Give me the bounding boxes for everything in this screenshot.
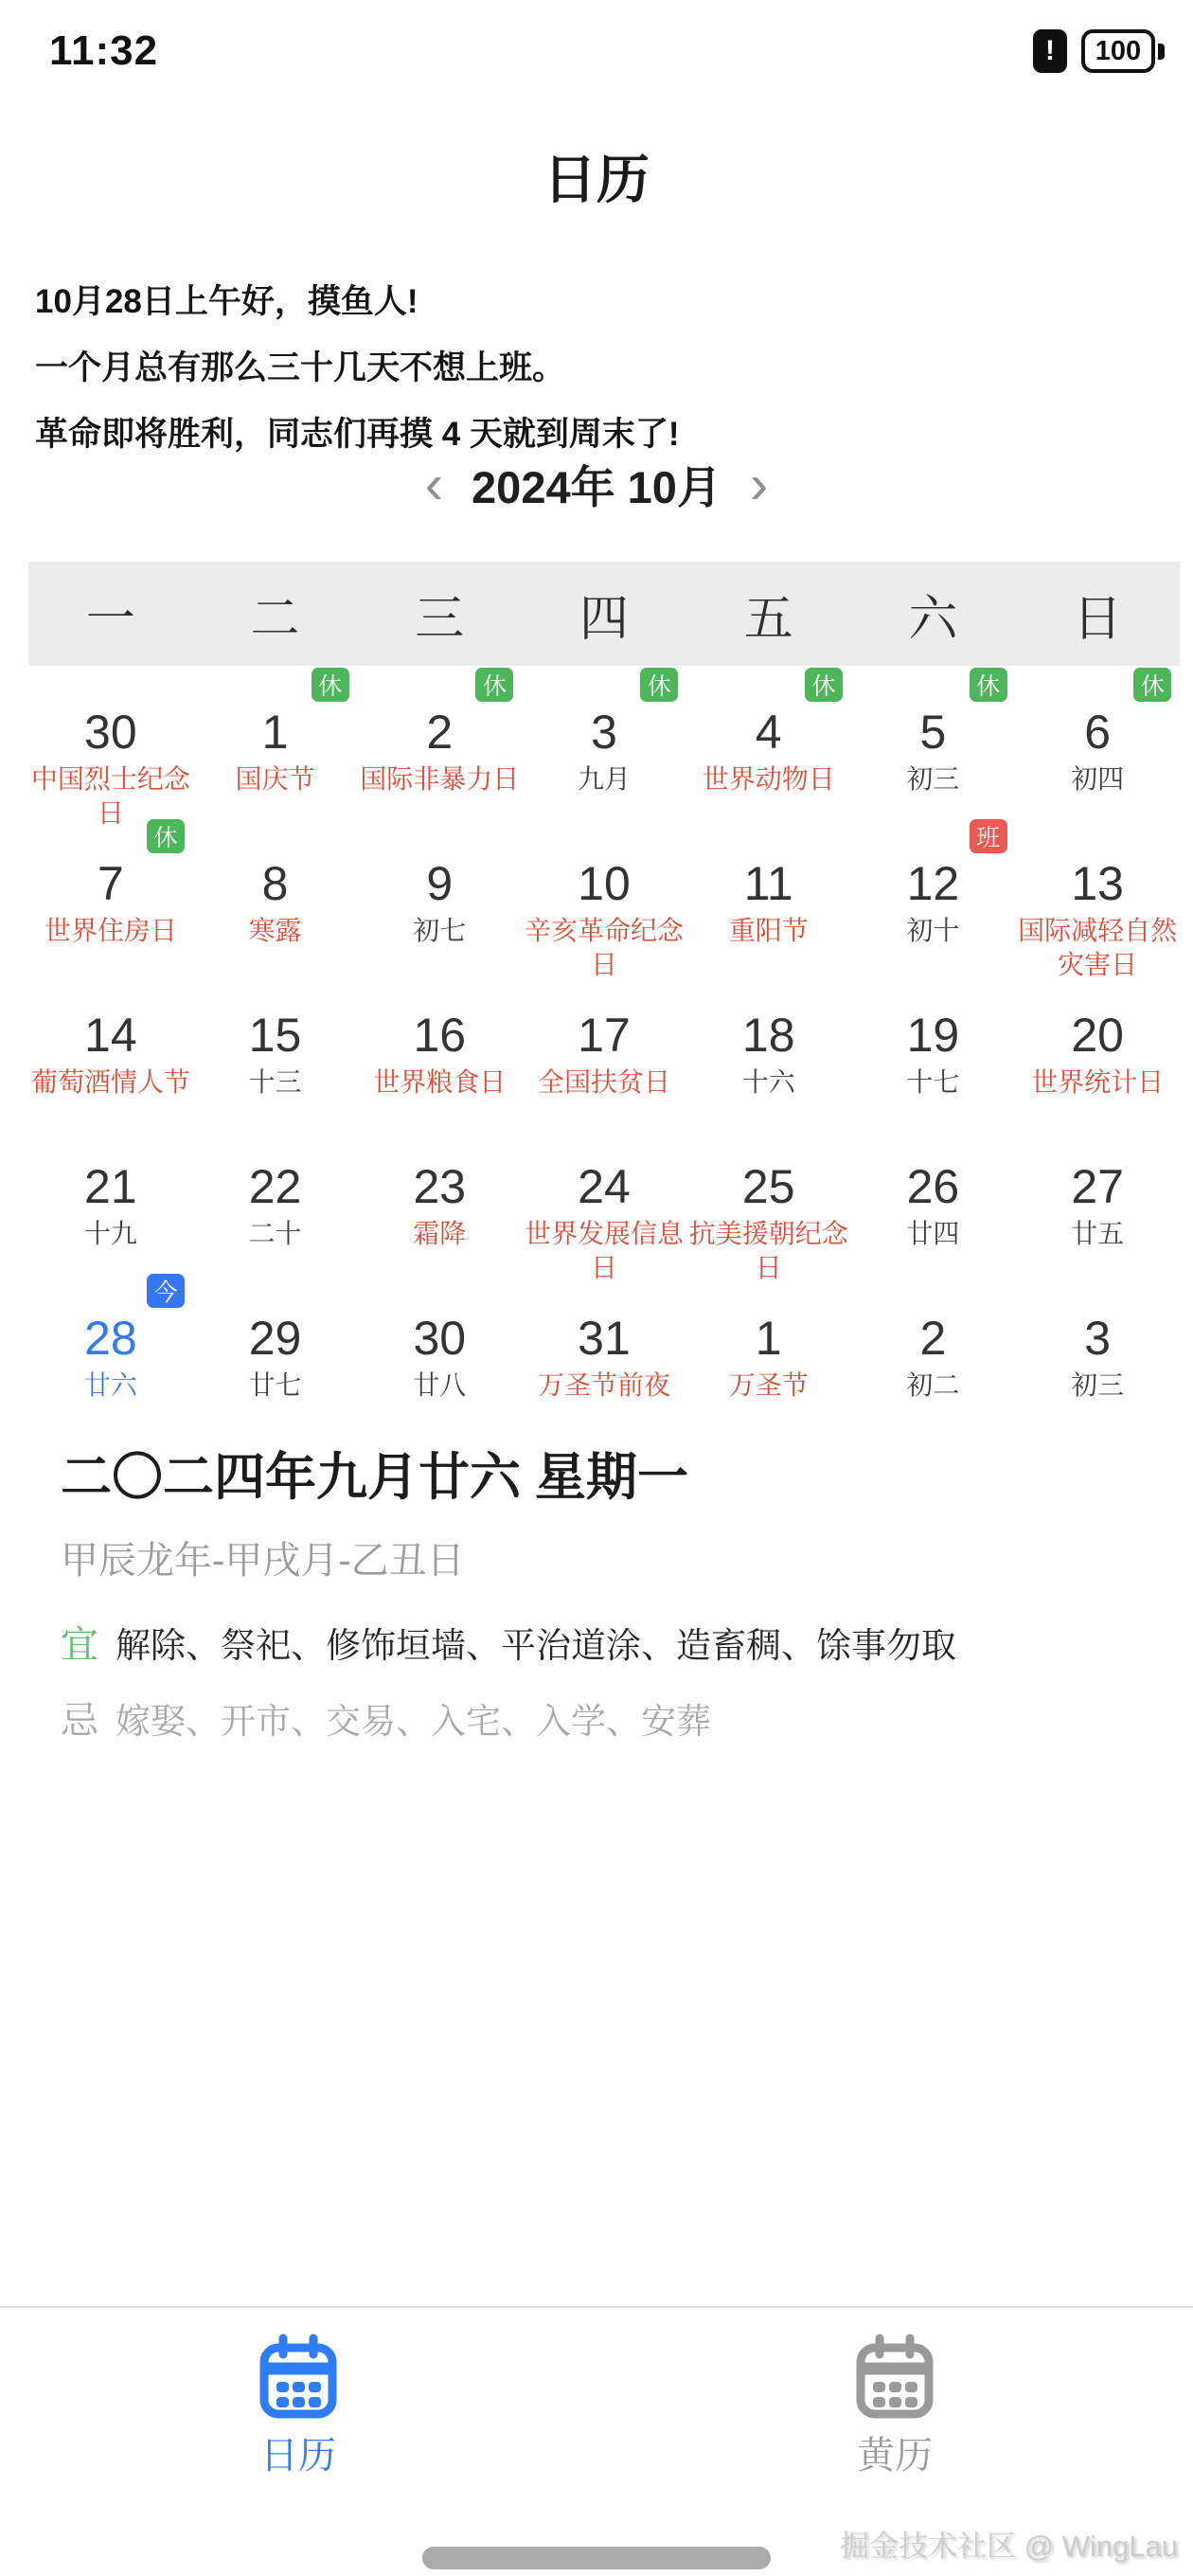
weekday-label: 日 xyxy=(1073,591,1123,647)
yi-text: 解除、祭祀、修饰垣墙、平治道涂、造畜稠、馀事勿取 xyxy=(116,1626,956,1665)
day-number: 14 xyxy=(84,1009,137,1062)
day-number: 9 xyxy=(426,857,454,910)
day-cell[interactable] xyxy=(686,824,851,975)
day-cell[interactable] xyxy=(522,1279,686,1430)
day-number: 25 xyxy=(741,1160,795,1213)
day-subtext: 世界粮食日 xyxy=(373,1067,507,1097)
tab-calendar[interactable] xyxy=(0,2308,596,2576)
day-subtext: 廿四 xyxy=(906,1219,960,1248)
day-number: 20 xyxy=(1071,1009,1124,1062)
day-number: 24 xyxy=(578,1160,631,1213)
day-cell[interactable] xyxy=(28,1279,193,1430)
calendar-icon xyxy=(251,2329,346,2424)
month-nav xyxy=(0,453,1193,516)
day-cell[interactable] xyxy=(1015,1279,1180,1430)
day-badge: 休 xyxy=(970,668,1007,702)
day-subtext: 世界住房日 xyxy=(44,916,177,945)
day-cell[interactable] xyxy=(193,1279,358,1430)
day-number: 23 xyxy=(413,1160,467,1213)
day-subtext: 二十 xyxy=(248,1219,302,1248)
day-cell[interactable] xyxy=(851,1127,1016,1279)
day-subtext: 廿六 xyxy=(83,1370,137,1400)
day-number: 2 xyxy=(426,706,454,759)
day-badge: 休 xyxy=(805,668,843,702)
day-badge: 休 xyxy=(640,668,678,702)
day-number: 30 xyxy=(413,1312,467,1365)
day-subtext: 廿七 xyxy=(248,1370,302,1400)
greeting-block xyxy=(35,269,1166,468)
day-subtext: 世界统计日 xyxy=(1031,1067,1165,1097)
greeting-line: 一个月总有那么三十几天不想上班。 xyxy=(35,349,566,386)
calendar-grid xyxy=(28,672,1180,1430)
day-number: 5 xyxy=(919,706,947,759)
day-subtext: 世界发展信息日 xyxy=(524,1219,684,1282)
day-subtext: 世界动物日 xyxy=(702,764,835,794)
day-subtext: 初十 xyxy=(906,916,960,945)
day-number: 13 xyxy=(1071,857,1124,910)
day-badge: 休 xyxy=(475,668,513,702)
ji-row xyxy=(61,1690,1166,1745)
day-badge: 休 xyxy=(1133,668,1171,702)
day-subtext: 廿八 xyxy=(413,1370,467,1400)
day-number: 6 xyxy=(1084,706,1112,759)
day-cell[interactable] xyxy=(851,1279,1016,1430)
day-number: 10 xyxy=(578,857,631,910)
yi-row xyxy=(61,1615,1166,1670)
day-badge: 休 xyxy=(147,819,185,853)
watermark-text: 掘金技术社区 @ WingLau xyxy=(839,2530,1178,2563)
page-title: 日历 xyxy=(543,150,650,209)
day-cell[interactable] xyxy=(522,1127,686,1282)
day-number: 8 xyxy=(261,857,289,910)
day-cell[interactable] xyxy=(193,1127,358,1279)
day-subtext: 十七 xyxy=(906,1067,960,1097)
day-cell[interactable] xyxy=(522,824,686,979)
day-cell[interactable] xyxy=(1015,672,1180,824)
day-cell[interactable] xyxy=(357,824,522,975)
battery-nub-icon xyxy=(1158,44,1165,60)
day-number: 3 xyxy=(591,706,617,759)
ji-label: 忌 xyxy=(61,1700,98,1742)
day-cell[interactable] xyxy=(522,672,686,824)
day-cell[interactable] xyxy=(193,672,358,824)
battery-level: 100 xyxy=(1081,29,1155,73)
day-cell[interactable] xyxy=(686,1279,851,1430)
day-number: 11 xyxy=(743,857,793,910)
almanac-calendar-icon xyxy=(847,2329,942,2424)
day-subtext: 国庆节 xyxy=(235,764,315,794)
day-cell[interactable] xyxy=(357,1279,522,1430)
weekday-label: 一 xyxy=(85,591,135,647)
day-number: 4 xyxy=(755,706,782,759)
day-subtext: 十六 xyxy=(741,1067,795,1097)
day-number: 2 xyxy=(919,1312,947,1365)
day-subtext: 十三 xyxy=(248,1067,302,1097)
weekday-label: 五 xyxy=(743,591,793,647)
day-subtext: 初三 xyxy=(1071,1370,1125,1400)
day-cell[interactable] xyxy=(28,1127,193,1279)
weekday-label: 二 xyxy=(250,591,300,647)
day-cell[interactable] xyxy=(851,824,1016,975)
prev-month-icon[interactable]: ‹ xyxy=(424,453,444,515)
day-cell[interactable] xyxy=(686,672,851,824)
day-badge: 今 xyxy=(147,1274,185,1308)
lunar-info xyxy=(61,1447,1166,1745)
day-cell[interactable] xyxy=(357,975,522,1127)
status-time: 11:32 xyxy=(49,27,159,74)
home-indicator[interactable] xyxy=(422,2547,771,2569)
day-cell[interactable] xyxy=(193,975,358,1127)
day-subtext: 十九 xyxy=(83,1219,137,1248)
tab-almanac-label: 黄历 xyxy=(857,2435,933,2477)
day-number: 31 xyxy=(578,1312,631,1365)
day-cell[interactable] xyxy=(28,975,193,1127)
status-icons xyxy=(1033,29,1165,73)
day-cell[interactable] xyxy=(28,672,193,828)
day-number: 7 xyxy=(97,857,124,910)
day-number: 29 xyxy=(248,1312,302,1365)
day-subtext: 初七 xyxy=(413,916,467,945)
ji-text: 嫁娶、开市、交易、入宅、入学、安葬 xyxy=(116,1702,711,1741)
day-subtext: 葡萄酒情人节 xyxy=(30,1067,190,1097)
day-subtext: 中国烈士纪念日 xyxy=(30,764,190,828)
day-number: 17 xyxy=(578,1009,631,1062)
day-badge: 班 xyxy=(970,819,1007,853)
greeting-line: 革命即将胜利，同志们再摸 4 天就到周末了! xyxy=(35,416,680,453)
day-subtext: 重阳节 xyxy=(728,916,809,945)
day-cell[interactable] xyxy=(686,1127,851,1282)
day-subtext: 全国扶贫日 xyxy=(537,1067,670,1097)
day-subtext: 寒露 xyxy=(248,916,302,945)
alert-icon: ! xyxy=(1033,29,1067,73)
weekday-label: 六 xyxy=(908,591,958,647)
lunar-ganzhi: 甲辰龙年-甲戌月-乙丑日 xyxy=(61,1540,465,1582)
day-cell[interactable] xyxy=(357,672,522,824)
day-number: 15 xyxy=(248,1009,302,1062)
month-label: 2024年 10月 xyxy=(472,462,721,512)
day-cell[interactable] xyxy=(1015,975,1180,1127)
day-badge: 休 xyxy=(312,668,349,702)
tab-calendar-label: 日历 xyxy=(260,2435,336,2477)
day-number: 26 xyxy=(906,1160,960,1213)
day-subtext: 九月 xyxy=(577,764,631,794)
day-number: 1 xyxy=(755,1312,782,1365)
day-subtext: 万圣节前夜 xyxy=(537,1370,670,1400)
day-cell[interactable] xyxy=(686,975,851,1127)
battery-icon xyxy=(1081,29,1165,73)
day-subtext: 霜降 xyxy=(413,1219,467,1248)
day-number: 19 xyxy=(906,1009,960,1062)
day-cell[interactable] xyxy=(851,672,1016,824)
yi-label: 宜 xyxy=(61,1624,98,1666)
day-subtext: 初二 xyxy=(906,1370,960,1400)
day-cell[interactable] xyxy=(357,1127,522,1279)
day-cell[interactable] xyxy=(28,824,193,975)
day-subtext: 万圣节 xyxy=(728,1370,809,1400)
greeting-line: 10月28日上午好，摸鱼人! xyxy=(35,283,418,320)
weekday-label: 四 xyxy=(579,591,629,647)
next-month-icon[interactable]: › xyxy=(749,453,769,515)
day-cell[interactable] xyxy=(1015,1127,1180,1279)
lunar-date-title: 二〇二四年九月廿六 星期一 xyxy=(61,1449,689,1506)
day-cell[interactable] xyxy=(1015,824,1180,979)
day-number: 16 xyxy=(413,1009,467,1062)
day-number: 18 xyxy=(741,1009,795,1062)
day-number: 21 xyxy=(84,1160,137,1213)
day-subtext: 抗美援朝纪念日 xyxy=(688,1219,848,1282)
day-number: 22 xyxy=(248,1160,302,1213)
day-number: 28 xyxy=(84,1312,137,1365)
day-number: 1 xyxy=(261,706,289,759)
day-subtext: 辛亥革命纪念日 xyxy=(524,916,684,979)
day-number: 12 xyxy=(906,857,960,910)
weekday-header xyxy=(28,562,1180,666)
day-cell[interactable] xyxy=(522,975,686,1127)
day-number: 27 xyxy=(1071,1160,1124,1213)
day-subtext: 国际非暴力日 xyxy=(360,764,520,794)
day-number: 3 xyxy=(1084,1312,1112,1365)
status-bar xyxy=(49,25,1165,78)
day-subtext: 初四 xyxy=(1071,764,1125,794)
day-subtext: 初三 xyxy=(906,764,960,794)
day-subtext: 廿五 xyxy=(1071,1219,1125,1248)
day-number: 30 xyxy=(84,706,137,759)
weekday-label: 三 xyxy=(415,591,465,647)
day-cell[interactable] xyxy=(851,975,1016,1127)
day-cell[interactable] xyxy=(193,824,358,975)
day-subtext: 国际减轻自然灾害日 xyxy=(1018,916,1178,979)
